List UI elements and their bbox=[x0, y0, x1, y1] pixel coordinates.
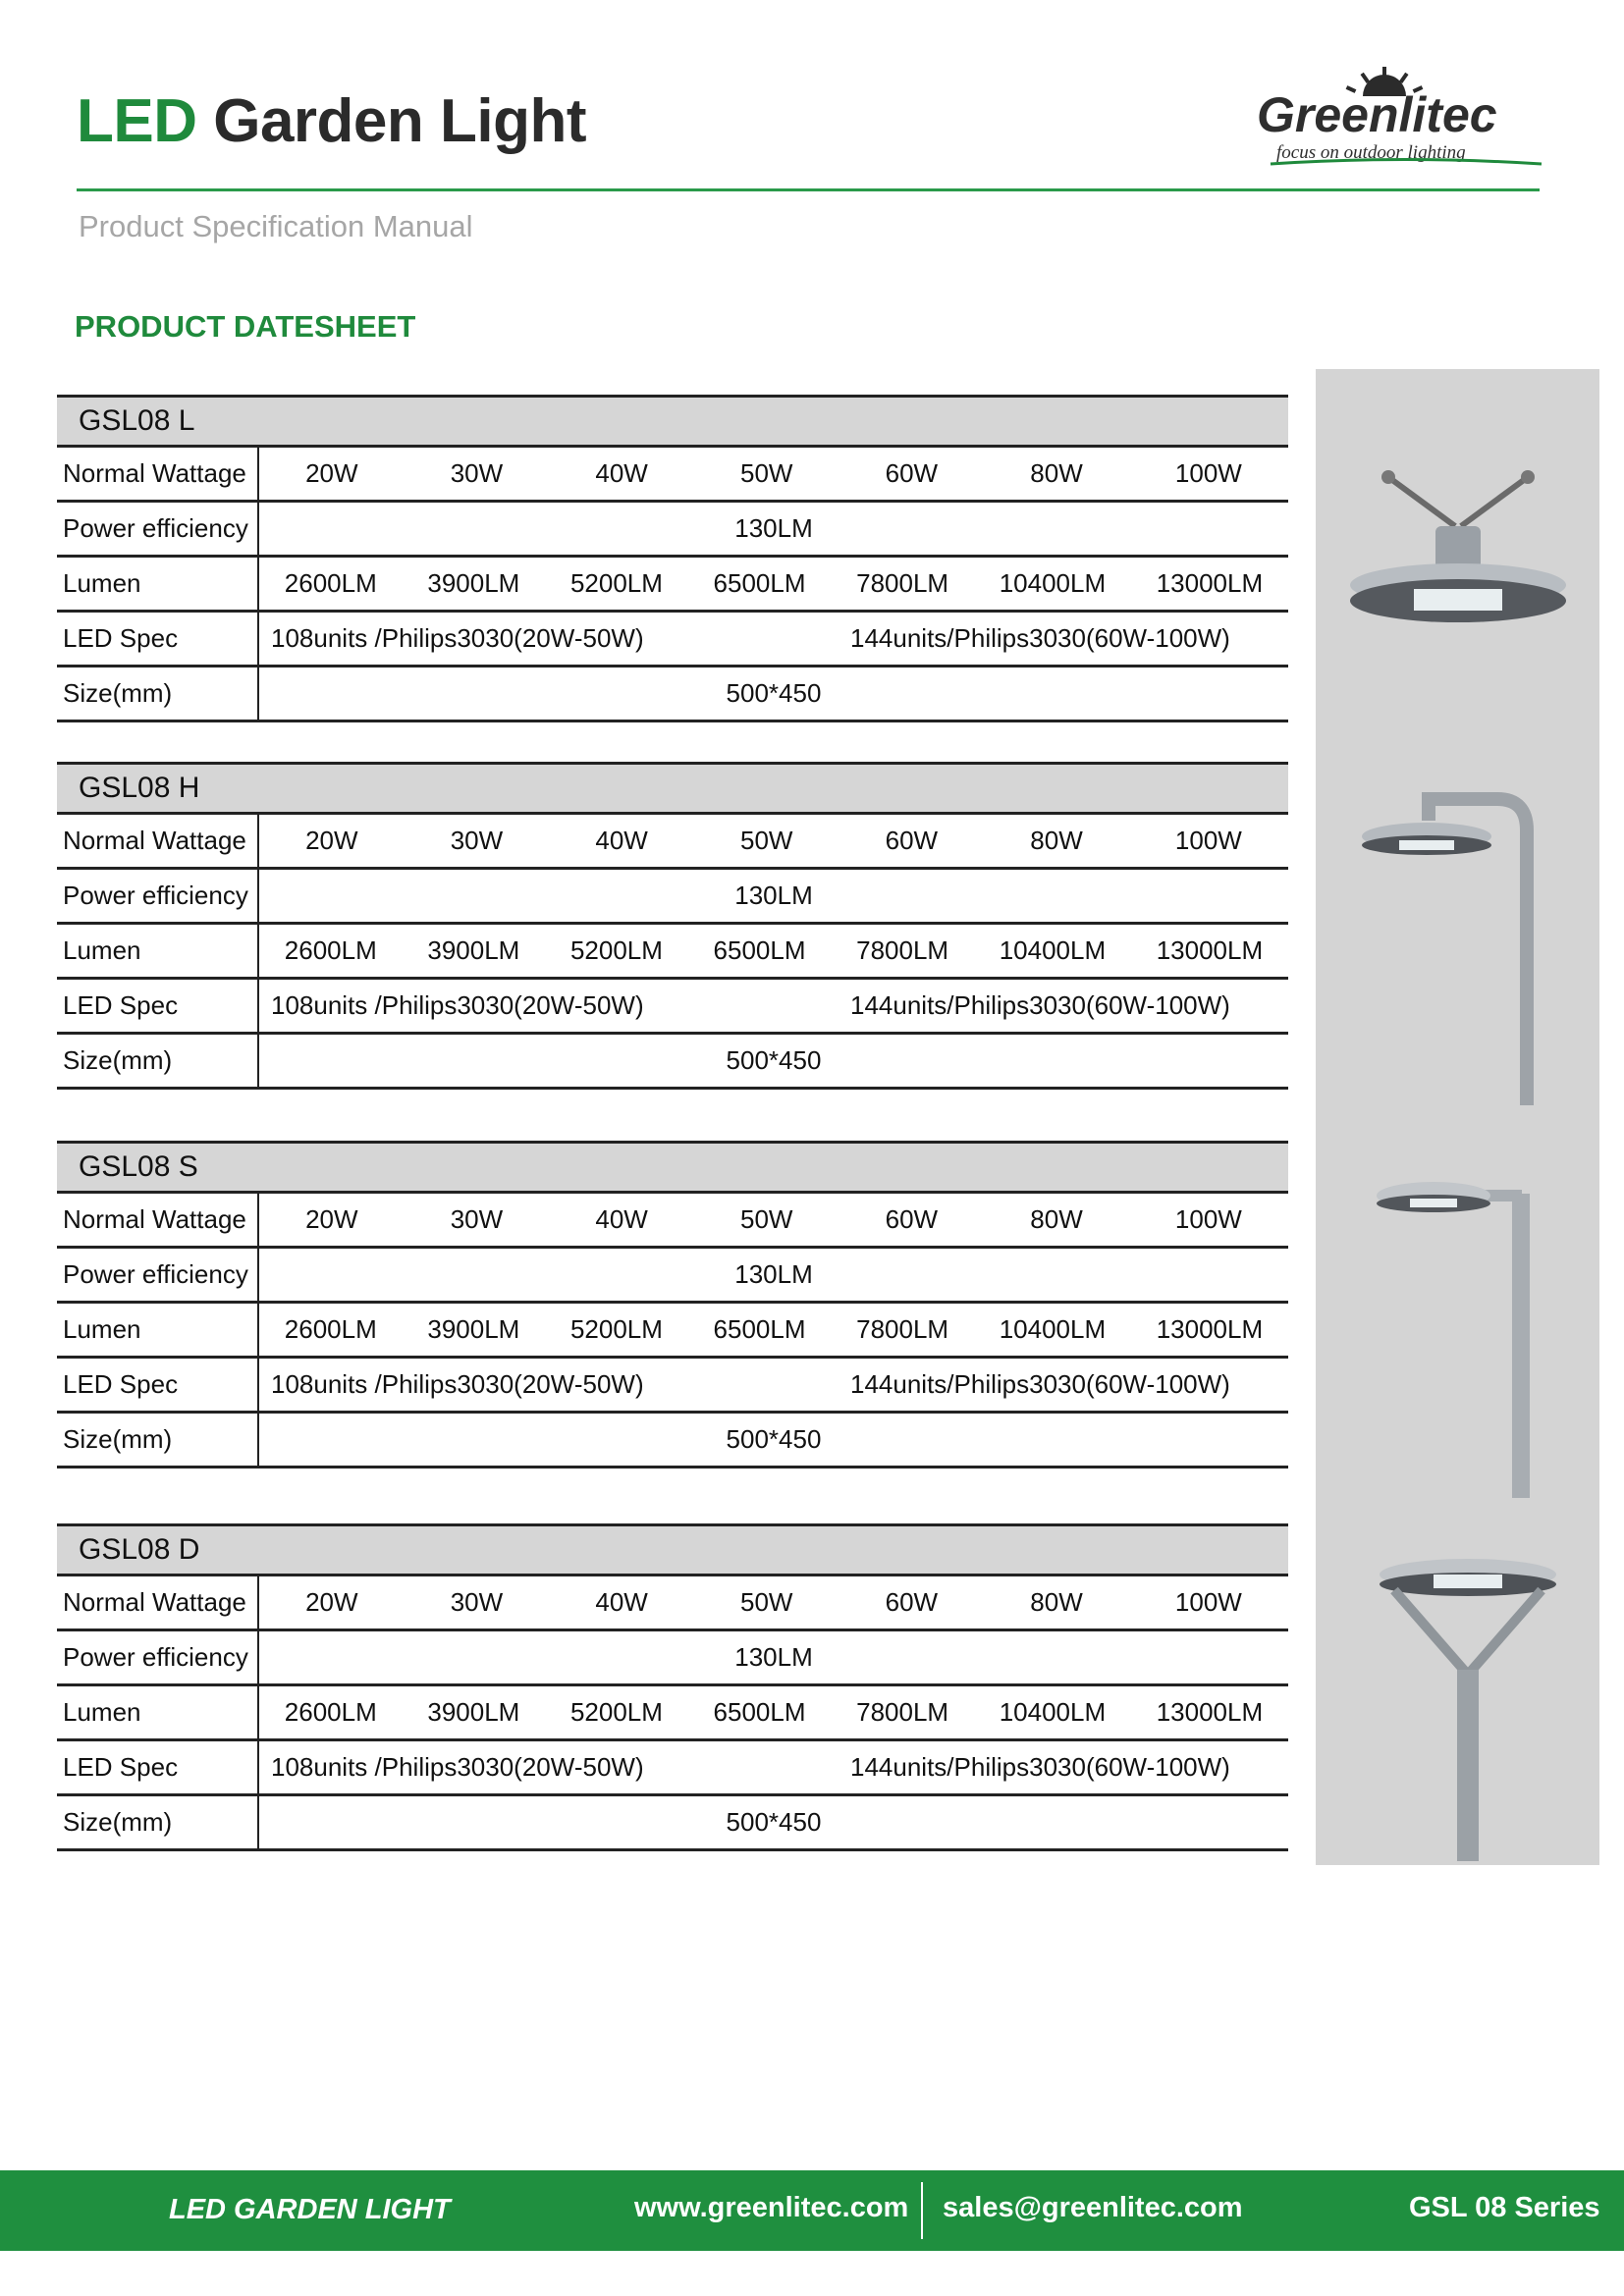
lumen-cell: 2600LM bbox=[284, 1697, 377, 1727]
product-image-panel bbox=[1316, 369, 1599, 1865]
size-value: 500*450 bbox=[726, 1045, 822, 1075]
wattage-cell: 40W bbox=[595, 826, 648, 855]
lumen-cells bbox=[259, 568, 1288, 599]
footer-series: GSL 08 Series bbox=[1409, 2192, 1600, 2223]
lumen-cell: 7800LM bbox=[856, 568, 949, 598]
lumen-row bbox=[57, 1686, 1288, 1741]
title-accent: LED bbox=[77, 87, 197, 155]
lumen-row bbox=[57, 1304, 1288, 1359]
size-value: 500*450 bbox=[726, 1807, 822, 1837]
subtitle: Product Specification Manual bbox=[79, 209, 473, 243]
page-title bbox=[77, 86, 586, 156]
size-value: 500*450 bbox=[726, 1424, 822, 1454]
led-spec-high: 144units/Philips3030(60W-100W) bbox=[850, 623, 1230, 653]
lumen-cells bbox=[259, 935, 1288, 966]
efficiency-value: 130LM bbox=[734, 1259, 813, 1289]
row-label: Size(mm) bbox=[57, 667, 259, 720]
size-value: 500*450 bbox=[726, 678, 822, 708]
row-label: Normal Wattage bbox=[57, 1194, 259, 1246]
lumen-cell: 3900LM bbox=[427, 568, 520, 598]
row-label: Normal Wattage bbox=[57, 448, 259, 500]
row-label: Power efficiency bbox=[57, 1631, 259, 1683]
row-label: Power efficiency bbox=[57, 870, 259, 922]
row-label: Normal Wattage bbox=[57, 1576, 259, 1629]
greenlitec-logo bbox=[1247, 65, 1561, 173]
lumen-cell: 2600LM bbox=[284, 568, 377, 598]
row-label: Power efficiency bbox=[57, 1249, 259, 1301]
led-spec-cells bbox=[259, 990, 1288, 1021]
led-spec-cells bbox=[259, 1369, 1288, 1400]
size-row bbox=[57, 667, 1288, 722]
wattage-cell: 100W bbox=[1174, 826, 1242, 855]
header-rule bbox=[77, 188, 1540, 191]
model-header: GSL08 S bbox=[57, 1141, 1288, 1194]
size-row bbox=[57, 1796, 1288, 1851]
wattage-cell: 40W bbox=[595, 458, 648, 488]
wattage-cell: 20W bbox=[305, 1204, 358, 1234]
wattage-row bbox=[57, 448, 1288, 503]
led-spec-cells bbox=[259, 1752, 1288, 1783]
lumen-cell: 13000LM bbox=[1156, 935, 1264, 965]
lumen-row bbox=[57, 558, 1288, 613]
footer-divider bbox=[921, 2182, 923, 2239]
lumen-cell: 13000LM bbox=[1156, 568, 1264, 598]
lumen-cell: 5200LM bbox=[569, 935, 663, 965]
lumen-cell: 7800LM bbox=[856, 1314, 949, 1344]
wattage-cell: 60W bbox=[885, 826, 939, 855]
lumen-cell: 10400LM bbox=[999, 935, 1107, 965]
row-label: LED Spec bbox=[57, 1741, 259, 1793]
row-label: Normal Wattage bbox=[57, 815, 259, 867]
wattage-cells bbox=[259, 826, 1288, 856]
spec-table bbox=[57, 395, 1288, 722]
wattage-cell: 40W bbox=[595, 1587, 648, 1617]
row-label: LED Spec bbox=[57, 613, 259, 665]
wattage-cell: 50W bbox=[740, 458, 793, 488]
footer-email-link[interactable]: sales@greenlitec.com bbox=[943, 2192, 1243, 2223]
row-label: LED Spec bbox=[57, 980, 259, 1032]
lumen-cell: 7800LM bbox=[856, 935, 949, 965]
wattage-cell: 80W bbox=[1030, 1204, 1083, 1234]
wattage-cell: 20W bbox=[305, 826, 358, 855]
efficiency-value: 130LM bbox=[734, 513, 813, 543]
model-header: GSL08 L bbox=[57, 395, 1288, 448]
lumen-cells bbox=[259, 1314, 1288, 1345]
wattage-cell: 30W bbox=[450, 1204, 504, 1234]
lumen-cell: 10400LM bbox=[999, 1314, 1107, 1344]
led-spec-high: 144units/Philips3030(60W-100W) bbox=[850, 1369, 1230, 1399]
wattage-cell: 60W bbox=[885, 458, 939, 488]
row-label: LED Spec bbox=[57, 1359, 259, 1411]
lumen-row bbox=[57, 925, 1288, 980]
wattage-cell: 20W bbox=[305, 1587, 358, 1617]
wattage-cell: 50W bbox=[740, 1587, 793, 1617]
lumen-cell: 6500LM bbox=[713, 935, 806, 965]
row-label: Power efficiency bbox=[57, 503, 259, 555]
led-spec-low: 108units /Philips3030(20W-50W) bbox=[271, 1752, 644, 1782]
wattage-cell: 50W bbox=[740, 1204, 793, 1234]
led-spec-high: 144units/Philips3030(60W-100W) bbox=[850, 990, 1230, 1020]
efficiency-value: 130LM bbox=[734, 1642, 813, 1672]
gsl08-h-lamp-image bbox=[1360, 791, 1556, 1105]
size-row bbox=[57, 1035, 1288, 1090]
lumen-cell: 2600LM bbox=[284, 1314, 377, 1344]
lumen-cell: 3900LM bbox=[427, 1697, 520, 1727]
efficiency-row bbox=[57, 1631, 1288, 1686]
spec-table bbox=[57, 1141, 1288, 1468]
lumen-cell: 13000LM bbox=[1156, 1697, 1264, 1727]
logo-tagline: focus on outdoor lighting bbox=[1276, 142, 1466, 163]
wattage-row bbox=[57, 1576, 1288, 1631]
lumen-cell: 5200LM bbox=[569, 1697, 663, 1727]
lumen-cell: 7800LM bbox=[856, 1697, 949, 1727]
wattage-cell: 80W bbox=[1030, 458, 1083, 488]
gsl08-d-lamp-image bbox=[1375, 1557, 1561, 1861]
row-label: Lumen bbox=[57, 558, 259, 610]
efficiency-row bbox=[57, 1249, 1288, 1304]
efficiency-row bbox=[57, 870, 1288, 925]
lumen-cell: 6500LM bbox=[713, 1314, 806, 1344]
wattage-cell: 60W bbox=[885, 1587, 939, 1617]
wattage-cell: 80W bbox=[1030, 826, 1083, 855]
logo-brand: Greenlitec bbox=[1257, 87, 1497, 142]
title-rest: Garden Light bbox=[196, 87, 586, 155]
lumen-cell: 5200LM bbox=[569, 1314, 663, 1344]
lumen-cell: 13000LM bbox=[1156, 1314, 1264, 1344]
led-spec-cells bbox=[259, 623, 1288, 654]
led-spec-row bbox=[57, 1359, 1288, 1414]
wattage-cell: 100W bbox=[1174, 1587, 1242, 1617]
wattage-cell: 40W bbox=[595, 1204, 648, 1234]
lumen-cell: 3900LM bbox=[427, 1314, 520, 1344]
wattage-cell: 60W bbox=[885, 1204, 939, 1234]
wattage-cell: 100W bbox=[1174, 1204, 1242, 1234]
lumen-cell: 10400LM bbox=[999, 568, 1107, 598]
lumen-cell: 6500LM bbox=[713, 1697, 806, 1727]
wattage-cell: 80W bbox=[1030, 1587, 1083, 1617]
led-spec-low: 108units /Philips3030(20W-50W) bbox=[271, 623, 644, 653]
wattage-row bbox=[57, 1194, 1288, 1249]
lumen-cells bbox=[259, 1697, 1288, 1728]
lumen-cell: 10400LM bbox=[999, 1697, 1107, 1727]
size-row bbox=[57, 1414, 1288, 1468]
lumen-cell: 3900LM bbox=[427, 935, 520, 965]
wattage-cells bbox=[259, 1587, 1288, 1618]
led-spec-row bbox=[57, 1741, 1288, 1796]
footer-website-link[interactable]: www.greenlitec.com bbox=[634, 2192, 909, 2223]
efficiency-value: 130LM bbox=[734, 881, 813, 910]
wattage-cell: 30W bbox=[450, 1587, 504, 1617]
spec-table bbox=[57, 1523, 1288, 1851]
wattage-cell: 20W bbox=[305, 458, 358, 488]
row-label: Size(mm) bbox=[57, 1414, 259, 1466]
gsl08-l-lamp-image bbox=[1345, 457, 1571, 644]
wattage-cell: 30W bbox=[450, 826, 504, 855]
row-label: Lumen bbox=[57, 925, 259, 977]
wattage-cell: 100W bbox=[1174, 458, 1242, 488]
led-spec-low: 108units /Philips3030(20W-50W) bbox=[271, 990, 644, 1020]
lumen-cell: 2600LM bbox=[284, 935, 377, 965]
lumen-cell: 5200LM bbox=[569, 568, 663, 598]
row-label: Lumen bbox=[57, 1686, 259, 1738]
led-spec-row bbox=[57, 613, 1288, 667]
row-label: Size(mm) bbox=[57, 1796, 259, 1848]
led-spec-row bbox=[57, 980, 1288, 1035]
spec-table bbox=[57, 762, 1288, 1090]
row-label: Size(mm) bbox=[57, 1035, 259, 1087]
model-header: GSL08 H bbox=[57, 762, 1288, 815]
wattage-cell: 30W bbox=[450, 458, 504, 488]
wattage-row bbox=[57, 815, 1288, 870]
wattage-cells bbox=[259, 458, 1288, 489]
wattage-cell: 50W bbox=[740, 826, 793, 855]
efficiency-row bbox=[57, 503, 1288, 558]
model-header: GSL08 D bbox=[57, 1523, 1288, 1576]
lumen-cell: 6500LM bbox=[713, 568, 806, 598]
wattage-cells bbox=[259, 1204, 1288, 1235]
row-label: Lumen bbox=[57, 1304, 259, 1356]
gsl08-s-lamp-image bbox=[1375, 1174, 1551, 1498]
footer-label: LED GARDEN LIGHT bbox=[169, 2194, 451, 2225]
section-title: PRODUCT DATESHEET bbox=[75, 309, 416, 344]
led-spec-low: 108units /Philips3030(20W-50W) bbox=[271, 1369, 644, 1399]
led-spec-high: 144units/Philips3030(60W-100W) bbox=[850, 1752, 1230, 1782]
footer-bar bbox=[0, 2170, 1624, 2251]
